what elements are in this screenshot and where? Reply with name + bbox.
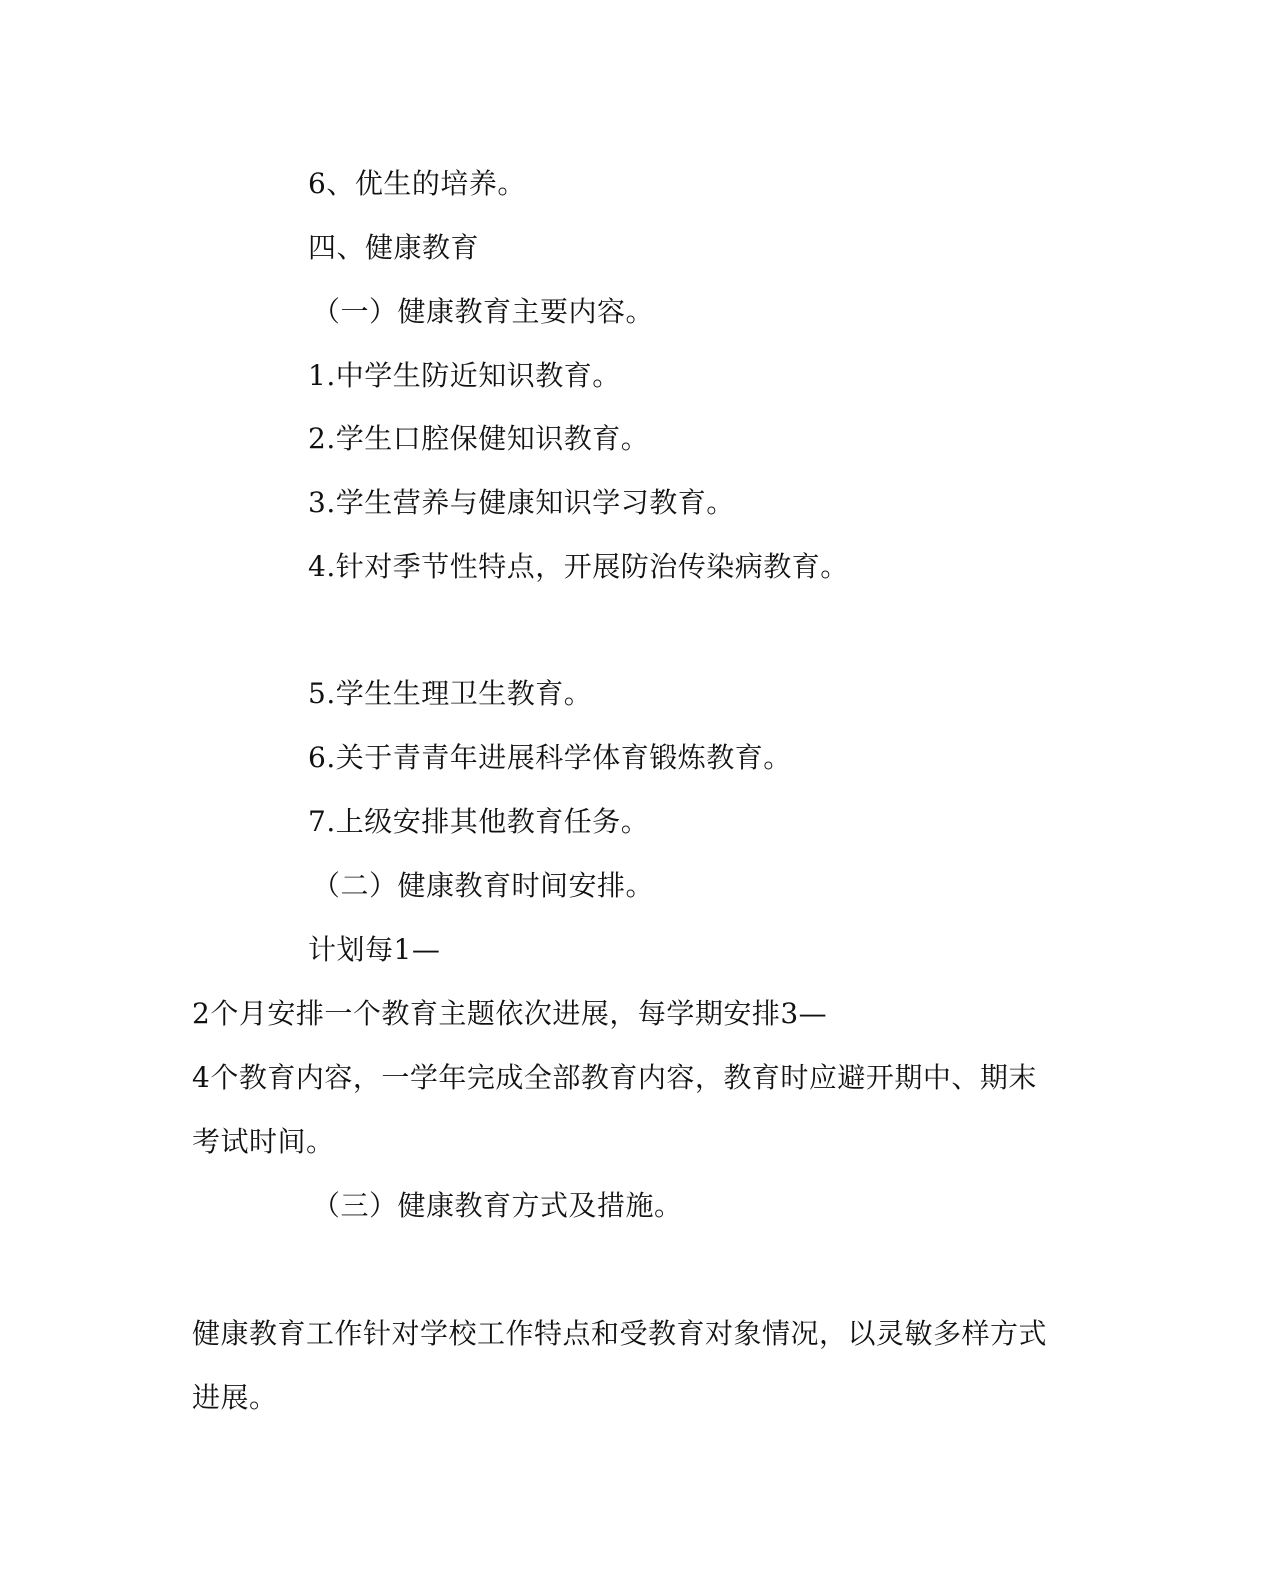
subsection-heading-methods: （三）健康教育方式及措施。 [312, 1189, 683, 1222]
paragraph-line: 4个教育内容，一学年完成全部教育内容，教育时应避开期中、期末 [192, 1061, 1037, 1094]
paragraph-line: 进展。 [192, 1381, 278, 1414]
paragraph-line: 考试时间。 [192, 1125, 335, 1158]
list-item-myopia-prevention: 1.中学生防近知识教育。 [308, 359, 621, 392]
list-item-nutrition: 3.学生营养与健康知识学习教育。 [308, 486, 735, 519]
section-heading-health-education: 四、健康教育 [308, 231, 480, 264]
paragraph-line: 计划每1— [308, 933, 441, 966]
subsection-heading-main-content: （一）健康教育主要内容。 [312, 295, 655, 328]
paragraph-line: 2个月安排一个教育主题依次进展，每学期安排3— [192, 997, 828, 1030]
list-item-infectious-disease: 4.针对季节性特点，开展防治传染病教育。 [308, 550, 849, 583]
subsection-heading-schedule: （二）健康教育时间安排。 [312, 869, 655, 902]
list-item-other-tasks: 7.上级安排其他教育任务。 [308, 805, 650, 838]
list-item-oral-health: 2.学生口腔保健知识教育。 [308, 422, 650, 455]
list-item-physical-exercise: 6.关于青青年进展科学体育锻炼教育。 [308, 741, 792, 774]
paragraph-line: 健康教育工作针对学校工作特点和受教育对象情况，以灵敏多样方式 [192, 1317, 1048, 1350]
list-item-physiology-hygiene: 5.学生生理卫生教育。 [308, 677, 593, 710]
list-item-excellent-students: 6、优生的培养。 [308, 167, 526, 200]
